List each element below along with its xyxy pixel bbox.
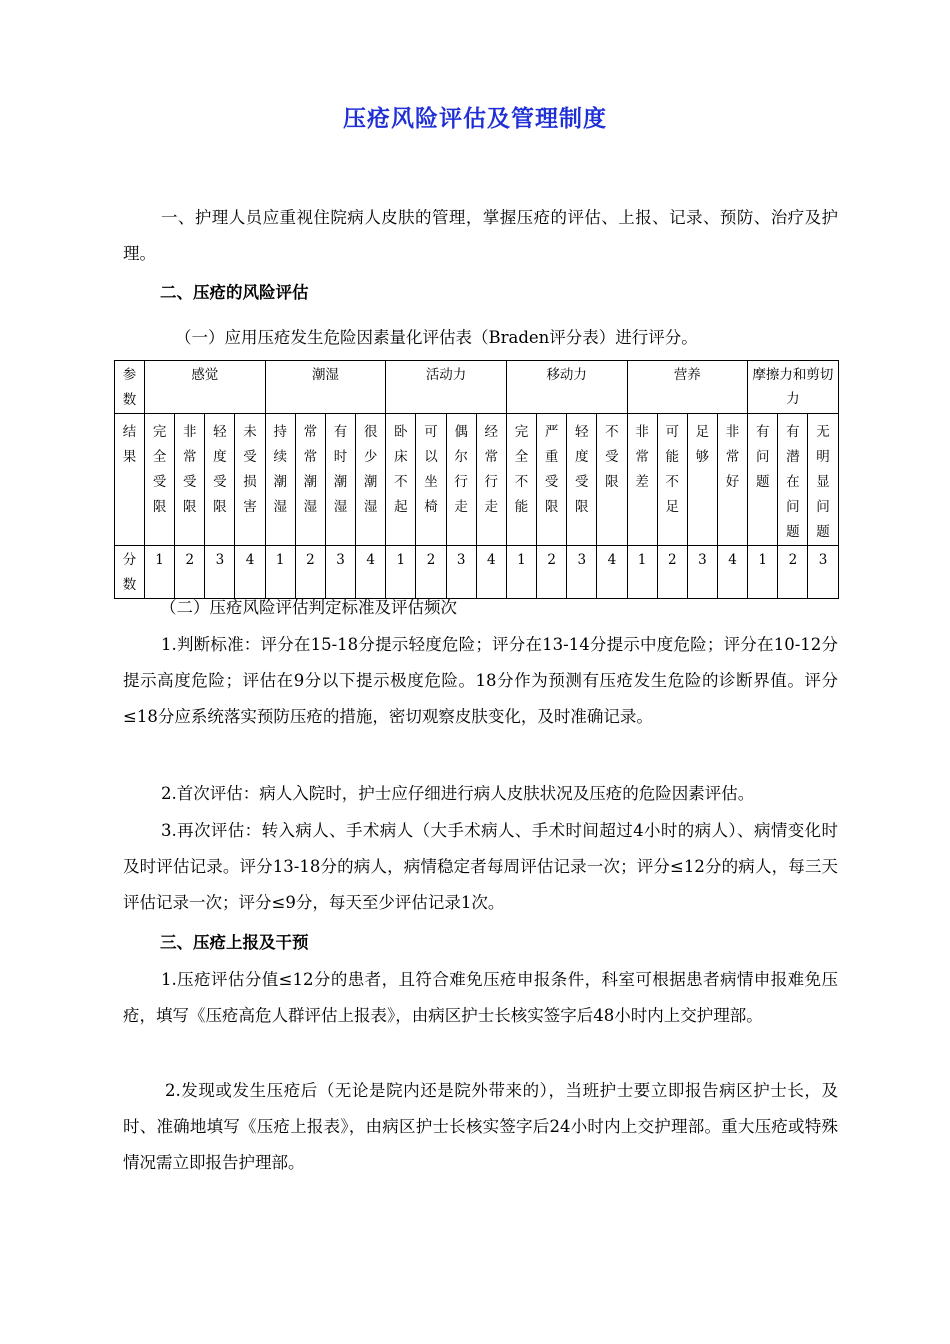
- result-cell: 轻 度 受 限: [205, 414, 235, 546]
- param-nutrition: 营养: [627, 361, 748, 414]
- score-cell: 3: [205, 546, 235, 599]
- score-cell: 1: [627, 546, 657, 599]
- result-cell: 严 重 受 限: [537, 414, 567, 546]
- braden-intro: （一）应用压疮发生危险因素量化评估表（Braden评分表）进行评分。: [175, 328, 698, 347]
- result-row: [115, 414, 839, 546]
- page-title: 压疮风险评估及管理制度: [343, 106, 607, 132]
- score-cell: 2: [537, 546, 567, 599]
- result-cell: 有 潜 在 问 题: [778, 414, 808, 546]
- score-cell: 2: [416, 546, 446, 599]
- param-friction: 摩擦力和剪切力: [748, 361, 838, 414]
- result-cell: 完 全 不 能: [506, 414, 536, 546]
- score-cell: 1: [265, 546, 295, 599]
- score-cell: 1: [145, 546, 175, 599]
- score-cell: 3: [446, 546, 476, 599]
- param-activity: 活动力: [386, 361, 507, 414]
- section3-heading: 三、压疮上报及干预: [160, 933, 309, 952]
- report1-paragraph: 1.压疮评估分值≤12分的患者，且符合难免压疮申报条件，科室可根据患者病情申报难免压疮，填写《压疮高危人群评估上报表》，由病区护士长核实签字后48小时内上交护理部。: [123, 970, 838, 1025]
- criteria-heading: （二）压疮风险评估判定标准及评估频次: [160, 598, 457, 617]
- param-sensory: 感觉: [145, 361, 266, 414]
- score-cell: 4: [235, 546, 265, 599]
- score-cell: 2: [175, 546, 205, 599]
- result-cell: 轻 度 受 限: [567, 414, 597, 546]
- result-cell: 未 受 损 害: [235, 414, 265, 546]
- result-cell: 可 能 不 足: [657, 414, 687, 546]
- result-cell: 无 明 显 问 题: [808, 414, 838, 546]
- param-row: [115, 361, 839, 414]
- result-label: 结 果: [115, 414, 145, 546]
- report2-paragraph: 2.发现或发生压疮后（无论是院内还是院外带来的），当班护士要立即报告病区护士长，及时、准确地填写《压疮上报表》，由病区护士长核实签字后24小时内上交护理部。重大压疮或特殊情况需立即报告护理部。: [123, 1081, 838, 1172]
- score-cell: 1: [748, 546, 778, 599]
- score-cell: 4: [476, 546, 506, 599]
- score-cell: 3: [687, 546, 717, 599]
- param-moisture: 潮湿: [265, 361, 386, 414]
- result-cell: 不 受 限: [597, 414, 627, 546]
- result-cell: 经 常 行 走: [476, 414, 506, 546]
- section2-heading: 二、压疮的风险评估: [160, 283, 309, 302]
- result-cell: 有 时 潮 湿: [325, 414, 355, 546]
- score-cell: 4: [356, 546, 386, 599]
- braden-scale-table: [114, 360, 839, 599]
- result-cell: 可 以 坐 椅: [416, 414, 446, 546]
- result-cell: 偶 尔 行 走: [446, 414, 476, 546]
- score-cell: 4: [717, 546, 747, 599]
- result-cell: 有 问 题: [748, 414, 778, 546]
- score-cell: 3: [325, 546, 355, 599]
- score-cell: 1: [506, 546, 536, 599]
- param-label: 参 数: [115, 361, 145, 414]
- result-cell: 持 续 潮 湿: [265, 414, 295, 546]
- result-cell: 非 常 受 限: [175, 414, 205, 546]
- criteria-paragraph: 1.判断标准：评分在15-18分提示轻度危险；评分在13-14分提示中度危险；评分在10-12分提示高度危险；评估在9分以下提示极度危险。18分作为预测有压疮发生危险的诊断界值。评分≤18分应系统落实预防压疮的措施，密切观察皮肤变化，及时准确记录。: [123, 635, 838, 726]
- score-cell: 2: [778, 546, 808, 599]
- param-mobility: 移动力: [506, 361, 627, 414]
- result-cell: 完 全 受 限: [145, 414, 175, 546]
- score-cell: 4: [597, 546, 627, 599]
- result-cell: 常 常 潮 湿: [295, 414, 325, 546]
- score-cell: 1: [386, 546, 416, 599]
- score-cell: 2: [657, 546, 687, 599]
- result-cell: 非 常 好: [717, 414, 747, 546]
- result-cell: 很 少 潮 湿: [356, 414, 386, 546]
- first-eval-paragraph: 2.首次评估：病人入院时，护士应仔细进行病人皮肤状况及压疮的危险因素评估。: [161, 784, 755, 803]
- score-cell: 3: [567, 546, 597, 599]
- score-label: 分 数: [115, 546, 145, 599]
- section1-paragraph: 一、护理人员应重视住院病人皮肤的管理，掌握压疮的评估、上报、记录、预防、治疗及护理。: [123, 208, 838, 263]
- score-cell: 2: [295, 546, 325, 599]
- result-cell: 足 够: [687, 414, 717, 546]
- score-cell: 3: [808, 546, 838, 599]
- result-cell: 卧 床 不 起: [386, 414, 416, 546]
- result-cell: 非 常 差: [627, 414, 657, 546]
- re-eval-paragraph: 3.再次评估：转入病人、手术病人（大手术病人、手术时间超过4小时的病人）、病情变化时及时评估记录。评分13-18分的病人，病情稳定者每周评估记录一次；评分≤12分的病人，每三天评估记录一次；评分≤9分，每天至少评估记录1次。: [123, 821, 838, 912]
